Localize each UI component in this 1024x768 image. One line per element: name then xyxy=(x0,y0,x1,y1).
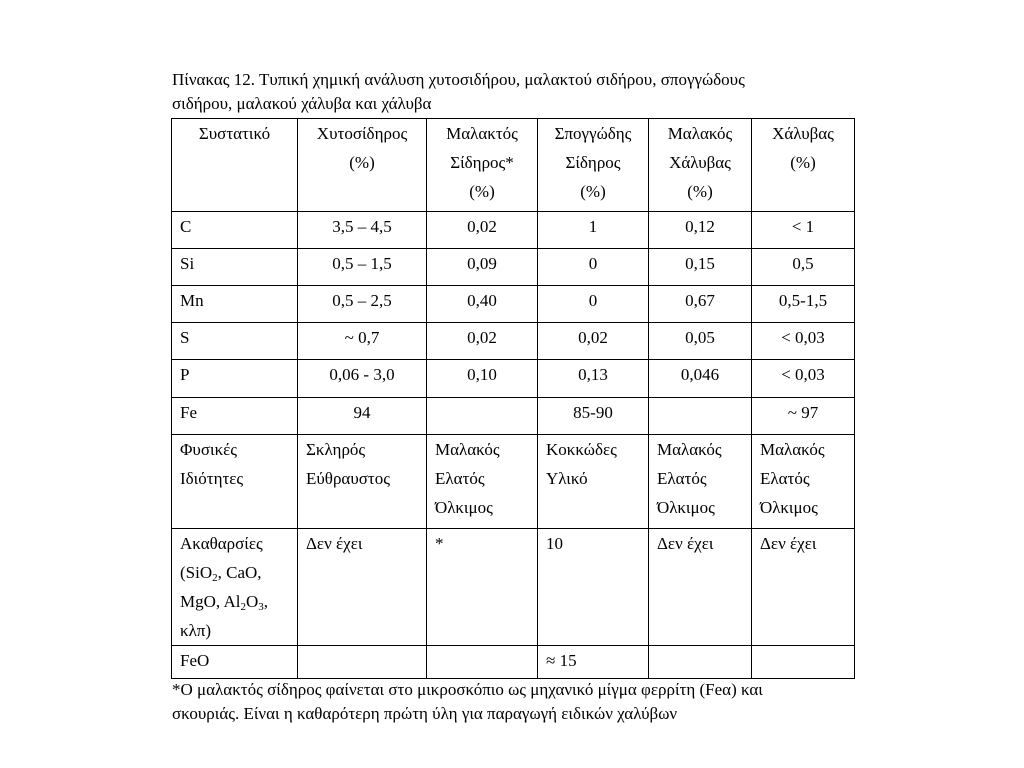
header-malleable-unit: (%) xyxy=(469,182,495,201)
table-cell-empty xyxy=(298,646,427,679)
caption-line-2: σιδήρου, μαλακού χάλυβα και χάλυβα xyxy=(172,94,432,113)
table-cell: < 1 xyxy=(752,212,855,249)
table-cell: 0,40 xyxy=(427,286,538,323)
table-cell-empty xyxy=(649,646,752,679)
table-cell: 0,12 xyxy=(649,212,752,249)
table-row xyxy=(172,360,855,398)
table-row xyxy=(172,249,855,286)
table-cell: 0,5 – 2,5 xyxy=(298,286,427,323)
cell-line: Μαλακός xyxy=(657,440,722,459)
table-cell: 0,06 - 3,0 xyxy=(298,360,427,398)
header-sponge-line2: Σίδηρος xyxy=(565,153,621,172)
impurities-label-line1: Ακαθαρσίες xyxy=(180,534,263,553)
row-label: FeO xyxy=(172,646,298,679)
header-sponge-unit: (%) xyxy=(580,182,606,201)
footnote-line-1: *Ο μαλακτός σίδηρος φαίνεται στο μικροσκόπιο ως μηχανικό μίγμα φερρίτη (Feα) και xyxy=(172,680,763,699)
impurities-sio: (SiO xyxy=(180,563,213,582)
row-label-impurities xyxy=(172,529,298,646)
table-row xyxy=(172,286,855,323)
cell-line: Υλικό xyxy=(546,469,588,488)
cell-line: Ελατός xyxy=(760,469,810,488)
table-cell-empty xyxy=(427,646,538,679)
cell-line: Όλκιμος xyxy=(435,498,493,517)
subscript: 2 xyxy=(240,601,246,613)
table-cell xyxy=(538,435,649,529)
table-row xyxy=(172,212,855,249)
cell-line: Όλκιμος xyxy=(657,498,715,517)
table-row-feo xyxy=(172,646,855,679)
row-label: Si xyxy=(172,249,298,286)
table-cell: 0,5 xyxy=(752,249,855,286)
table-cell-empty xyxy=(752,646,855,679)
table-cell-empty xyxy=(427,398,538,435)
table-cell: 0 xyxy=(538,286,649,323)
footnote-line-2: σκουριάς. Είναι η καθαρότερη πρώτη ύλη για παραγωγή ειδικών χαλύβων xyxy=(172,704,678,723)
table-cell: 0 xyxy=(538,249,649,286)
header-mild-steel xyxy=(649,119,752,212)
impurities-label-line2 xyxy=(180,558,289,587)
header-cast-iron-unit: (%) xyxy=(349,153,375,172)
header-steel-line: Χάλυβας xyxy=(772,124,834,143)
table-cell: 85-90 xyxy=(538,398,649,435)
cell-line: Μαλακός xyxy=(760,440,825,459)
table-row xyxy=(172,323,855,360)
cell-line: Όλκιμος xyxy=(760,498,818,517)
impurities-mgo: MgO, Al xyxy=(180,592,241,611)
header-cast-iron-line: Χυτοσίδηρος xyxy=(316,124,408,143)
header-mild-line2: Χάλυβας xyxy=(669,153,731,172)
impurities-comma: , xyxy=(263,592,268,611)
table-cell: 0,05 xyxy=(649,323,752,360)
physical-label-line2: Ιδιότητες xyxy=(180,469,244,488)
table-cell: 0,13 xyxy=(538,360,649,398)
table-cell: ≈ 15 xyxy=(538,646,649,679)
table-cell: 0,67 xyxy=(649,286,752,323)
table-cell: < 0,03 xyxy=(752,323,855,360)
table-cell xyxy=(649,435,752,529)
table-cell: 0,02 xyxy=(538,323,649,360)
header-malleable-line2: Σίδηρος* xyxy=(450,153,514,172)
table-cell: 94 xyxy=(298,398,427,435)
table-cell: 10 xyxy=(538,529,649,646)
footnote xyxy=(172,678,892,726)
table-cell-empty xyxy=(649,398,752,435)
header-malleable-iron xyxy=(427,119,538,212)
cell-line: Εύθραυστος xyxy=(306,469,390,488)
table-cell: < 0,03 xyxy=(752,360,855,398)
table-cell: 0,5-1,5 xyxy=(752,286,855,323)
header-component-label: Συστατικό xyxy=(198,124,271,143)
composition-table xyxy=(171,118,855,679)
subscript: 3 xyxy=(258,601,264,613)
header-row xyxy=(172,119,855,212)
table-cell: ~ 97 xyxy=(752,398,855,435)
table-cell: 0,046 xyxy=(649,360,752,398)
row-label: P xyxy=(172,360,298,398)
table-cell: 3,5 – 4,5 xyxy=(298,212,427,249)
subscript: 2 xyxy=(212,572,218,584)
header-mild-unit: (%) xyxy=(687,182,713,201)
impurities-o: O xyxy=(245,592,259,611)
table-cell: Δεν έχει xyxy=(752,529,855,646)
table-cell xyxy=(298,435,427,529)
table-cell: 0,09 xyxy=(427,249,538,286)
physical-label-line1: Φυσικές xyxy=(180,440,238,459)
header-malleable-line1: Μαλακτός xyxy=(446,124,518,143)
table-row-impurities xyxy=(172,529,855,646)
table-row-fe xyxy=(172,398,855,435)
table-cell: 0,10 xyxy=(427,360,538,398)
cell-line: Μαλακός xyxy=(435,440,500,459)
row-label: Fe xyxy=(172,398,298,435)
row-label-physical xyxy=(172,435,298,529)
cell-line: Ελατός xyxy=(657,469,707,488)
impurities-label-line4: κλπ) xyxy=(180,621,212,640)
table-row-physical xyxy=(172,435,855,529)
header-steel-unit: (%) xyxy=(790,153,816,172)
table-cell: 0,02 xyxy=(427,323,538,360)
table-cell: 1 xyxy=(538,212,649,249)
table-cell: ~ 0,7 xyxy=(298,323,427,360)
row-label: C xyxy=(172,212,298,249)
header-mild-line1: Μαλακός xyxy=(667,124,733,143)
table-cell: Δεν έχει xyxy=(298,529,427,646)
table-cell xyxy=(752,435,855,529)
header-sponge-line1: Σπογγώδης xyxy=(554,124,632,143)
row-label: S xyxy=(172,323,298,360)
header-component xyxy=(172,119,298,212)
header-steel xyxy=(752,119,855,212)
cell-line: Κοκκώδες xyxy=(546,440,617,459)
header-sponge-iron xyxy=(538,119,649,212)
table-cell: * xyxy=(427,529,538,646)
header-cast-iron xyxy=(298,119,427,212)
table-cell: Δεν έχει xyxy=(649,529,752,646)
table-cell: 0,15 xyxy=(649,249,752,286)
table-cell: 0,02 xyxy=(427,212,538,249)
cell-line: Σκληρός xyxy=(306,440,366,459)
impurities-cao: , CaO, xyxy=(217,563,262,582)
row-label: Mn xyxy=(172,286,298,323)
caption-line-1: Πίνακας 12. Τυπική χημική ανάλυση χυτοσιδήρου, μαλακτού σιδήρου, σπογγώδους xyxy=(172,70,745,89)
table-caption xyxy=(172,68,872,116)
table-cell xyxy=(427,435,538,529)
impurities-label-line3 xyxy=(180,587,289,616)
cell-line: Ελατός xyxy=(435,469,485,488)
table-cell: 0,5 – 1,5 xyxy=(298,249,427,286)
